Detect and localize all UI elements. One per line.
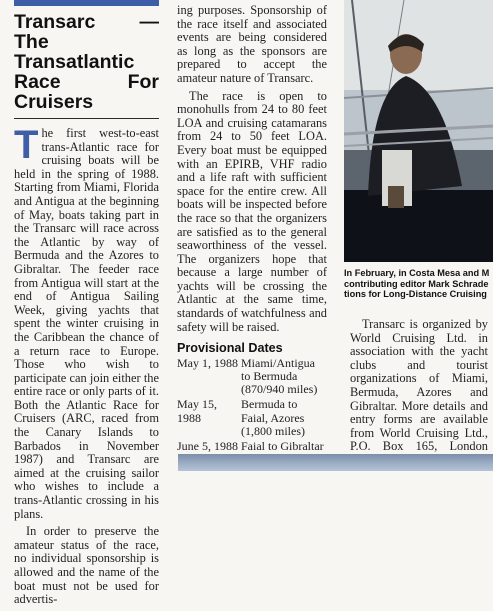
- paragraph: ing purposes. Sponsorship of the race itself and associated events are being considered as long as the sponsors are prepared to accept the amateur nature of Transarc.: [177, 3, 327, 85]
- caption-line: contributing editor Mark Schrade: [344, 278, 489, 289]
- divider: [14, 118, 159, 119]
- route: Bermuda to Faial, Azores (1,800 miles): [241, 397, 305, 438]
- lower-photo: [178, 454, 493, 471]
- article-column-1: [14, 0, 159, 611]
- caption-line: tions for Long-Distance Cruising: [344, 289, 487, 300]
- route: Faial to Gibraltar: [241, 439, 324, 454]
- paragraph: In order to preserve the amateur status of the race, no individual sponsorship is allowed and the name of the boat must not be used for advertis-: [14, 524, 159, 607]
- route: Miami/Antigua to Bermuda (870/940 miles): [241, 355, 318, 397]
- accent-bar: [14, 0, 159, 6]
- article-column-3: [350, 318, 488, 472]
- article-column-2: [177, 4, 327, 468]
- photo-caption: [344, 268, 493, 300]
- dropcap: T: [14, 123, 39, 167]
- intro-paragraph: [14, 123, 159, 521]
- provisional-dates-heading: Provisional Dates: [177, 341, 283, 356]
- paragraph: The race is open to monohulls from 24 to 80 feet LOA and cruising catamarans from 24 to 50 feet LOA. Every boat must be equipped with an EPIRB, VHF radio and a life raft with sufficient space for the entire crew. All boats will be inspected before the race so that the organizers are satisfied as to the general seaworthiness of the vessel. The organizers hope that because a large number of yachts will be crossing the Atlantic at the same time, standards of watchfulness and safety will be raised.: [177, 88, 327, 334]
- sailor-photo: [344, 0, 493, 262]
- date-row: [177, 357, 327, 397]
- paragraph: Transarc is organized by World Cruising Ltd. in association with the yacht clubs and tourist organizations of Miami, Bermuda, Azores and Gibraltar. More details and entry forms are available from World Cruising Ltd., P.O. Box 165, London: [350, 317, 488, 454]
- date-row: [177, 398, 327, 438]
- intro-text: he first west-to-east trans-Atlantic race for cruising boats will be held in the spring of 1988. Starting from Miami, Florida and Antigua at the beginning of May, boats taking part in the Transarc will race across the Atlantic by way of Bermuda and the Azores to Gibraltar. The feeder race from Antigua will start at the end of Antigua Sailing Week, giving yachts that spent the winter cruising in the Caribbean the chance of a return race to Europe. Those who wish to participate can join either the entire race or only parts of it. Both the Atlantic Race for Cruisers (ARC, raced from the Canary Islands to Barbados in November 1987) and Transarc are aimed at the cruising sailor who wishes to include a trans-Atlantic crossing in his plans.: [14, 126, 159, 521]
- date: June 5, 1988: [177, 439, 238, 454]
- date: May 15, 1988: [177, 397, 217, 425]
- dates-list: [177, 357, 327, 467]
- date: May 1, 1988: [177, 355, 238, 370]
- headline: Transarc — The Transatlantic Race For Cruisers: [14, 11, 159, 113]
- caption-line: In February, in Costa Mesa and M: [344, 268, 490, 278]
